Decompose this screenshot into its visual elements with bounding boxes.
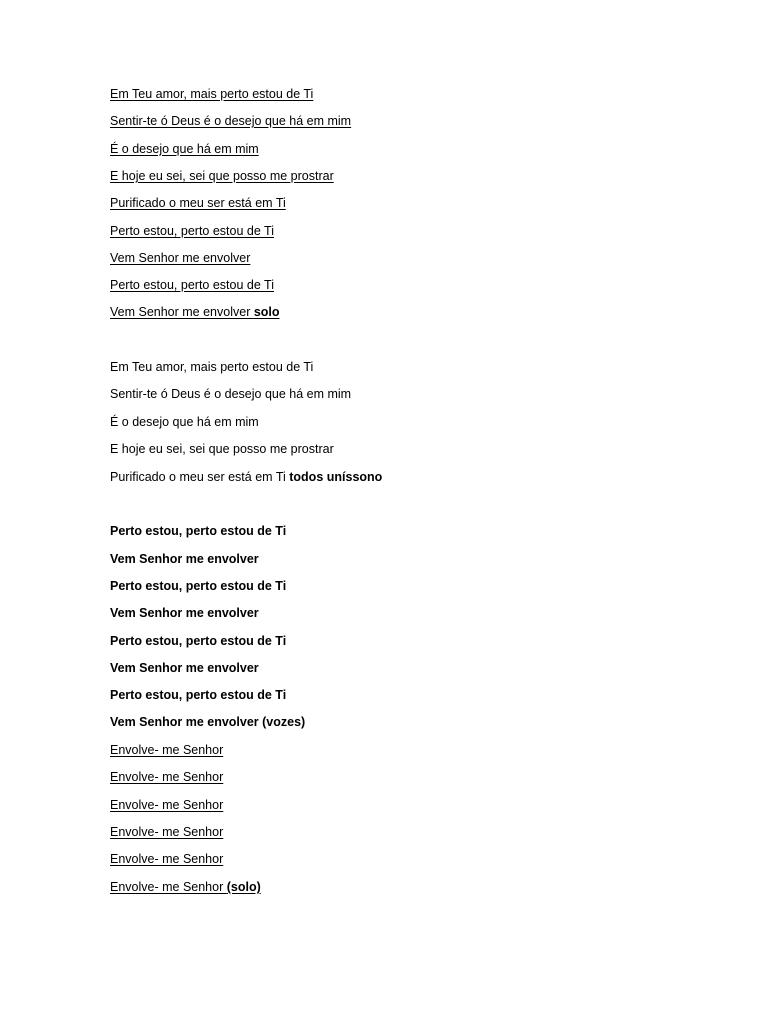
lyric-line: Perto estou, perto estou de Ti	[110, 634, 287, 648]
lyric-line: Sentir-te ó Deus é o desejo que há em mim	[110, 387, 352, 401]
lyric-line: E hoje eu sei, sei que posso me prostrar	[110, 442, 334, 456]
lyric-line: Vem Senhor me envolver (vozes)	[110, 715, 306, 729]
lyric-line: Envolve- me Senhor	[110, 743, 224, 757]
lyric-line	[110, 469, 382, 485]
lyric-line: Vem Senhor me envolver	[110, 606, 259, 620]
lyric-text: Purificado o meu ser está em Ti	[110, 470, 290, 484]
lyric-line: Perto estou, perto estou de Ti	[110, 278, 274, 292]
performance-note: (solo)	[226, 880, 261, 894]
lyric-line: Vem Senhor me envolver	[110, 552, 259, 566]
lyric-line: Perto estou, perto estou de Ti	[110, 688, 287, 702]
lyric-text: Vem Senhor me envolver	[110, 305, 254, 319]
lyric-line: É o desejo que há em mim	[110, 142, 259, 156]
lyric-line: Perto estou, perto estou de Ti	[110, 224, 274, 238]
lyric-line	[110, 304, 280, 320]
lyric-text: Envolve- me Senhor	[110, 880, 227, 894]
lyric-line: Purificado o meu ser está em Ti	[110, 196, 286, 210]
lyric-line: Vem Senhor me envolver	[110, 251, 251, 265]
performance-note: todos uníssono	[289, 470, 383, 484]
lyric-line: Envolve- me Senhor	[110, 852, 224, 866]
performance-note: solo	[253, 305, 280, 319]
lyric-line: Em Teu amor, mais perto estou de Ti	[110, 360, 314, 374]
lyric-line: Perto estou, perto estou de Ti	[110, 524, 287, 538]
lyric-line: Envolve- me Senhor	[110, 798, 224, 812]
lyric-line: Vem Senhor me envolver	[110, 661, 259, 675]
lyric-line: Perto estou, perto estou de Ti	[110, 579, 287, 593]
lyric-line: Envolve- me Senhor	[110, 825, 224, 839]
lyric-line: É o desejo que há em mim	[110, 415, 259, 429]
lyric-line: Sentir-te ó Deus é o desejo que há em mim	[110, 114, 352, 128]
lyric-line	[110, 879, 261, 895]
lyric-line: E hoje eu sei, sei que posso me prostrar	[110, 169, 334, 183]
lyric-line: Em Teu amor, mais perto estou de Ti	[110, 87, 314, 101]
lyric-line: Envolve- me Senhor	[110, 770, 224, 784]
